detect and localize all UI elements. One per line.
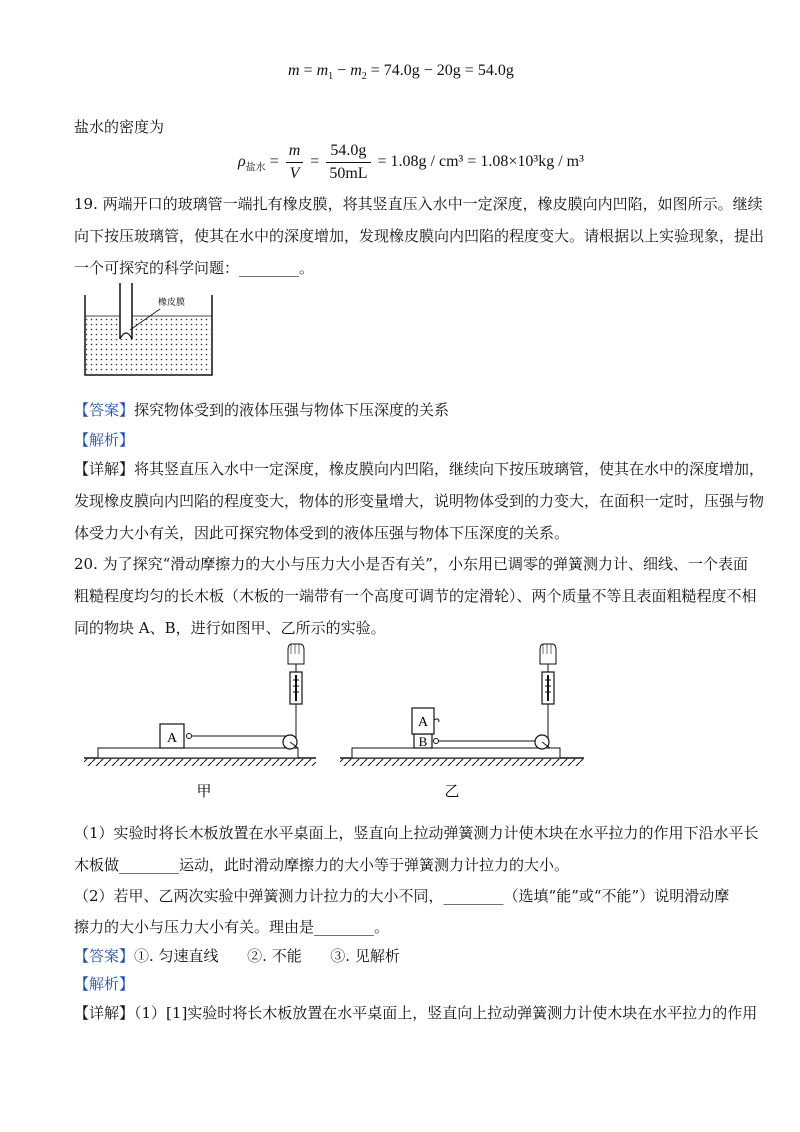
q20-sub2-line-1: （2）若甲、乙两次实验中弹簧测力计拉力的大小不同，________（选填“能”或“不能”）说明滑动摩 bbox=[74, 887, 730, 905]
q20-analysis-tag: 【解析】 bbox=[74, 975, 135, 993]
svg-text:B: B bbox=[418, 734, 428, 749]
figure-friction-experiment bbox=[84, 642, 704, 802]
caption-yi: 乙 bbox=[444, 782, 460, 800]
setup-yi bbox=[340, 644, 584, 766]
q19-detail-line-2: 发现橡皮膜向内凹陷的程度变大，物体的形变量增大，说明物体受到的力变大，在面积一定时，压强与物 bbox=[74, 492, 765, 510]
membrane-label: 橡皮膜 bbox=[158, 298, 186, 308]
q19-detail-line-3: 体受力大小有关，因此可探究物体受到的液体压强与物体下压深度的关系。 bbox=[74, 524, 570, 542]
q20-sub2-line-2: 擦力的大小与压力大小有关。理由是________。 bbox=[74, 918, 390, 936]
q20-line-1: 20. 为了探究“滑动摩擦力的大小与压力大小是否有关”，小东用已调零的弹簧测力计、细线、一个表面 bbox=[74, 555, 748, 573]
q19-line-3: 一个可探究的科学问题：________。 bbox=[74, 259, 315, 277]
q20-line-3: 同的物块 A、B，进行如图甲、乙所示的实验。 bbox=[74, 619, 386, 637]
q20-sub1-line-1: （1）实验时将长木板放置在水平桌面上，竖直向上拉动弹簧测力计使木块在水平拉力的作用下沿水平长 bbox=[74, 824, 759, 842]
q19-line-2: 向下按压玻璃管，使其在水中的深度增加，发现橡皮膜向内凹陷的程度变大。请根据以上实验现象，提出 bbox=[74, 227, 765, 245]
q20-detail: 【详解】（1）[1]实验时将长木板放置在水平桌面上，竖直向上拉动弹簧测力计使木块在水平拉力的作用 bbox=[74, 1004, 758, 1022]
caption-jia: 甲 bbox=[196, 782, 212, 800]
q20-line-2: 粗糙程度均匀的长木板（木板的一端带有一个高度可调节的定滑轮）、两个质量不等且表面粗糙程度不相 bbox=[74, 587, 757, 605]
q19-analysis-tag: 【解析】 bbox=[74, 431, 135, 449]
equation-mass: $m = m_1 - m_2 = 74.0g - 20g = 54.0g$ bbox=[288, 62, 514, 83]
density-intro: 盐水的密度为 bbox=[74, 118, 165, 136]
hand-icon bbox=[540, 644, 556, 664]
q19-line-1: 19. 两端开口的玻璃管一端扎有橡皮膜，将其竖直压入水中一定深度，橡皮膜向内凹陷，如图所示。继续 bbox=[74, 195, 763, 213]
q20-answer: 【答案】①. 匀速直线 ②. 不能 ③. 见解析 bbox=[74, 947, 400, 965]
svg-text:A: A bbox=[166, 731, 178, 746]
setup-jia bbox=[84, 644, 316, 766]
q20-sub1-line-2: 木板做________运动，此时滑动摩擦力的大小等于弹簧测力计拉力的大小。 bbox=[74, 856, 570, 874]
hand-icon bbox=[288, 644, 304, 664]
q19-answer: 【答案】探究物体受到的液体压强与物体下压深度的关系 bbox=[74, 401, 450, 419]
q19-detail-line-1: 【详解】将其竖直压入水中一定深度，橡皮膜向内凹陷，继续向下按压玻璃管，使其在水中的深度增加， bbox=[74, 460, 765, 478]
svg-text:A: A bbox=[417, 715, 429, 730]
equation-density: $\rho_{盐水}$ = $\frac{m}{V}$ = $\frac{54.0g}{50mL}$ = 1.08g / cm³ = 1.08×10³kg / m³ bbox=[238, 142, 584, 182]
figure-tube-in-water bbox=[80, 283, 220, 379]
